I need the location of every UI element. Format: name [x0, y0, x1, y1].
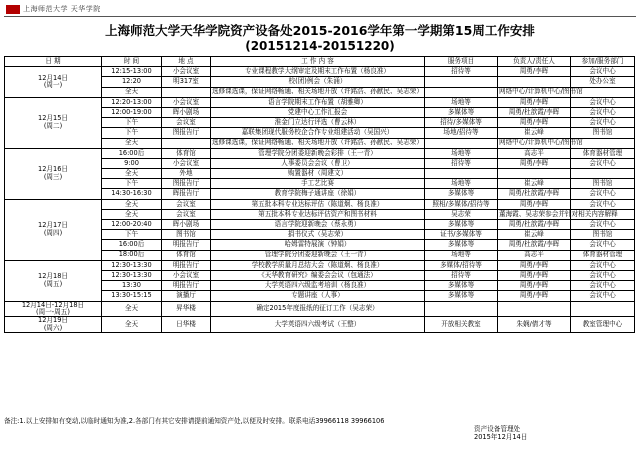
time-cell: 下午: [102, 230, 162, 240]
table-row: [5, 67, 635, 77]
location-cell: 体育馆: [162, 250, 211, 260]
service-cell: 招待等: [425, 270, 498, 280]
owner-cell: 朱娴/倩才等: [498, 317, 571, 333]
service-cell: [425, 77, 498, 87]
page-title: 上海师范大学天华学院资产设备处2015-2016学年第一学期第15周工作安排: [105, 23, 535, 38]
footer-org: 资产设备管理处: [474, 425, 521, 433]
page-subtitle: (20151214-20151220): [245, 39, 395, 53]
service-cell: 场地/招待等: [425, 128, 498, 138]
service-cell: 多媒体等: [425, 189, 498, 199]
time-cell: 12:15-13:00: [102, 67, 162, 77]
date-cell: [5, 260, 102, 301]
weekday-label: (周二): [43, 121, 63, 130]
owner-cell: 周勇/李晖: [498, 67, 571, 77]
time-cell: 12:20: [102, 77, 162, 87]
location-cell: 小会议室: [162, 270, 211, 280]
location-cell: 外地: [162, 169, 211, 179]
location-cell: 日华楼: [162, 317, 211, 333]
service-cell: 场地等: [425, 179, 498, 189]
location-cell: 图报告厅: [162, 179, 211, 189]
location-cell: 演播厅: [162, 291, 211, 301]
department-cell: [571, 169, 635, 179]
date-cell: [5, 148, 102, 199]
location-cell: [162, 87, 211, 97]
time-cell: 全天: [102, 199, 162, 209]
location-cell: [162, 138, 211, 148]
owner-cell: [498, 77, 571, 87]
header-location: 地 点: [162, 57, 211, 67]
owner-cell: 周勇/杜歆霞/李晖: [498, 240, 571, 250]
time-cell: 12:30-13:30: [102, 260, 162, 270]
time-cell: 9:00: [102, 158, 162, 168]
date-label: 12月17日: [38, 221, 68, 230]
content-cell: 选修课选课，保证网络畅通、相关场地开放（许銘浩、孙献民、吴志荣）: [212, 138, 423, 147]
owner-cell: 周勇/李晖: [498, 281, 571, 291]
service-cell: 招待/多媒体等: [425, 118, 498, 128]
time-cell: 下午: [102, 128, 162, 138]
content-cell: 语言学院期末工作布置（胡雅卿）: [211, 97, 425, 107]
service-cell: [425, 301, 498, 317]
date-label: 12月19日: [38, 316, 68, 325]
owner-cell: 崔云峰: [498, 128, 571, 138]
location-cell: 会议室: [162, 118, 211, 128]
department-cell: 图书馆: [571, 128, 635, 138]
service-cell: 多媒体等: [425, 291, 498, 301]
owner-cell: 崔云峰: [498, 179, 571, 189]
service-cell: 多媒体等: [425, 107, 498, 117]
location-cell: 小会议室: [162, 97, 211, 107]
header-service: 服务项目: [425, 57, 498, 67]
owner-cell: 崔云峰: [498, 230, 571, 240]
content-cell: 第五批本科专业达标评估（陈道炯、杨良准）: [211, 199, 425, 209]
content-cell: 大学英语四六级监考培训（杨良准）: [211, 281, 425, 291]
time-cell: 12:00-20:40: [102, 220, 162, 230]
weekday-label: (周四): [43, 228, 63, 237]
service-cell: 招待等: [425, 158, 498, 168]
owner-cell: 董海霞、吴志荣参会并针对相关内容解释: [499, 209, 618, 218]
weekday-label: (周六): [43, 323, 63, 332]
logo-text: 上海师范大学 天华学院: [23, 5, 101, 13]
date-cell: [5, 67, 102, 98]
time-cell: 12:20-13:00: [102, 97, 162, 107]
owner-cell: 周勇/李晖: [498, 97, 571, 107]
department-cell: 图书馆: [571, 179, 635, 189]
content-cell: 教育学院梅子通讲座（徐娟）: [211, 189, 425, 199]
schedule-body: [5, 67, 635, 333]
time-cell: 16:00后: [102, 240, 162, 250]
date-cell: [5, 301, 102, 317]
table-row: [5, 317, 635, 333]
department-cell: 图书馆: [571, 230, 635, 240]
service-cell: 场地等: [425, 97, 498, 107]
schedule-table: [4, 56, 635, 333]
date-label: 12月15日: [38, 114, 68, 123]
table-row: [5, 260, 635, 270]
location-cell: 会议室: [162, 199, 211, 209]
content-cell: 人事委员会会议（曹卫）: [211, 158, 425, 168]
content-cell: 选修课选课，保证网络畅通、相关场地开放（许銘浩、孙献民、吴志荣）: [212, 87, 423, 96]
owner-cell: 周勇/李晖: [498, 270, 571, 280]
footer-note: 备注:1.以上安排如有变动,以临时通知为准,2.各部门有其它安排请提前通知资产处,以便及时安排。联系电话39966118 39966106: [4, 417, 385, 425]
department-cell: 会议中心: [571, 118, 635, 128]
location-cell: 晖报告厅: [162, 189, 211, 199]
owner-cell: 网络中心/计算机中心/图书馆: [499, 87, 583, 96]
time-cell: 12:00-19:00: [102, 107, 162, 117]
table-header-row: [5, 57, 635, 67]
department-cell: 会议中心: [571, 281, 635, 291]
service-cell: [425, 138, 498, 148]
content-cell: 大学英语四六级考试（王整）: [211, 317, 425, 333]
content-cell: 捐书仪式（吴志荣）: [211, 230, 425, 240]
weekday-label: (周三): [43, 172, 63, 181]
service-cell: 多媒体等: [425, 220, 498, 230]
date-cell: [5, 97, 102, 148]
owner-cell: 周勇/杜歆霞/李晖: [498, 189, 571, 199]
time-cell: 全天: [102, 317, 162, 333]
department-cell: 教室管理中心: [571, 317, 635, 333]
time-cell: 13:30: [102, 281, 162, 291]
service-cell: [425, 169, 498, 179]
date-cell: [5, 317, 102, 333]
department-cell: 会议中心: [571, 260, 635, 270]
time-cell: 18:00后: [102, 250, 162, 260]
location-cell: 明报告厅: [162, 281, 211, 291]
content-cell: 专题讲座（人事）: [211, 291, 425, 301]
logo: [6, 3, 101, 15]
time-cell: 下午: [102, 179, 162, 189]
location-cell: 晖小剧场: [162, 107, 211, 117]
table-row: [5, 97, 635, 107]
service-cell: 多媒体等: [425, 281, 498, 291]
content-cell: 嘉联集团现代服务校企合作专业组建活动（吴国兴）: [211, 128, 425, 138]
owner-cell: 周勇/李晖: [498, 291, 571, 301]
owner-cell: 高志平: [498, 250, 571, 260]
header-content: 工 作 内 容: [211, 57, 425, 67]
service-cell: 场地等: [425, 148, 498, 158]
location-cell: 小会议室: [162, 158, 211, 168]
time-cell: 全天: [102, 301, 162, 317]
location-cell: 明报告厅: [162, 240, 211, 250]
content-cell: 哈姆雷特展演（钟娟）: [211, 240, 425, 250]
time-cell: 全天: [102, 138, 162, 148]
owner-cell: [498, 169, 571, 179]
department-cell: 会议中心: [571, 240, 635, 250]
owner-cell: 周勇/李晖: [498, 118, 571, 128]
header-department: 参加/服务部门: [571, 57, 635, 67]
footer-date: 2015年12月14日: [474, 433, 528, 441]
owner-cell: 周勇/杜歆霞/李晖: [498, 107, 571, 117]
table-row: [5, 148, 635, 158]
content-cell: 校(团)例会（朱涌）: [211, 77, 425, 87]
time-cell: 12:30-13:30: [102, 270, 162, 280]
location-cell: 图报告厅: [162, 128, 211, 138]
content-cell: 语言学院迎新晚会（蔡永勇）: [211, 220, 425, 230]
time-cell: 下午: [102, 118, 162, 128]
service-cell: 吴志荣: [425, 209, 498, 219]
department-cell: 会议中心: [571, 189, 635, 199]
content-cell: 专业课程教学大纲审定及期末工作布置（杨良准）: [211, 67, 425, 77]
location-cell: 图书馆: [162, 230, 211, 240]
footer-signature: [474, 425, 527, 441]
location-cell: 昇华楼: [162, 301, 211, 317]
service-cell: 多媒体等: [425, 240, 498, 250]
location-cell: 体育馆: [162, 148, 211, 158]
owner-cell: 高志平: [498, 148, 571, 158]
content-cell: 管理学院分团委迎新晚会（王一青）: [211, 250, 425, 260]
time-cell: 全天: [102, 169, 162, 179]
header-time: 时 间: [102, 57, 162, 67]
time-cell: 14:30-16:30: [102, 189, 162, 199]
owner-cell: 周勇/李晖: [498, 199, 571, 209]
header-divider: [4, 16, 636, 17]
service-cell: 开放相关教室: [425, 317, 498, 333]
content-cell: 淮金门立达行评选（曹云林）: [211, 118, 425, 128]
location-cell: 明317室: [162, 77, 211, 87]
department-cell: 体育器材管理: [571, 148, 635, 158]
department-cell: 会议中心: [571, 270, 635, 280]
department-cell: 会议中心: [571, 291, 635, 301]
service-cell: 招待等: [425, 67, 498, 77]
time-cell: 16:00后: [102, 148, 162, 158]
table-row: [5, 301, 635, 317]
content-cell: 第五批本科专业达标评估资产和图书材料: [211, 209, 425, 219]
department-cell: [571, 301, 635, 317]
content-cell: 党建中心工作汇报会: [211, 107, 425, 117]
date-label: 12月18日: [38, 272, 68, 281]
content-cell: 学校教学质量月总结大会（陈道炯、杨良准）: [211, 260, 425, 270]
date-cell: [5, 199, 102, 260]
date-label: 12月16日: [38, 165, 68, 174]
service-cell: [425, 87, 498, 97]
header-owner: 负责人/责任人: [498, 57, 571, 67]
department-cell: 会议中心: [571, 199, 635, 209]
department-cell: 会议中心: [571, 67, 635, 77]
weekday-label: (周五): [43, 279, 63, 288]
content-cell: 《天华教育研究》编委会会议（包通法）: [211, 270, 425, 280]
time-cell: 全天: [102, 87, 162, 97]
owner-cell: 网络中心/计算机中心/图书馆: [499, 138, 583, 147]
department-cell: 会议中心: [571, 220, 635, 230]
department-cell: 处办公室: [571, 77, 635, 87]
service-cell: 场地等: [425, 250, 498, 260]
logo-mark-icon: [6, 5, 20, 14]
table-row: [5, 199, 635, 209]
owner-cell: 周勇/李晖: [498, 158, 571, 168]
content-cell: 手工艺比赛: [211, 179, 425, 189]
service-cell: 证书/多媒体等: [425, 230, 498, 240]
time-cell: 13:30-15:15: [102, 291, 162, 301]
header-date: 日 期: [5, 57, 102, 67]
weekday-label: (周一): [43, 80, 63, 89]
weekday-label: (周一-周五): [36, 307, 70, 316]
department-cell: 会议中心: [571, 107, 635, 117]
department-cell: 体育器材管理: [571, 250, 635, 260]
department-cell: 会议中心: [571, 97, 635, 107]
location-cell: 晖小剧场: [162, 220, 211, 230]
location-cell: 会议室: [162, 209, 211, 219]
owner-cell: 周勇/杜歆霞/李晖: [498, 220, 571, 230]
location-cell: 明报告厅: [162, 260, 211, 270]
location-cell: 小会议室: [162, 67, 211, 77]
date-label: 12月14日-12月18日: [21, 300, 85, 309]
content-cell: 确定2015年度报纸的征订工作（吴志荣）: [211, 301, 425, 317]
service-cell: 多媒体/招待等: [425, 260, 498, 270]
time-cell: 全天: [102, 209, 162, 219]
content-cell: 购置器材（周建文）: [211, 169, 425, 179]
owner-cell: 周勇/李晖: [498, 260, 571, 270]
footer: [4, 417, 636, 441]
content-cell: 管理学院分团委迎新晚会彩排（王一青）: [211, 148, 425, 158]
date-label: 12月14日: [38, 73, 68, 82]
department-cell: 会议中心: [571, 158, 635, 168]
service-cell: 照相/多媒体/招待等: [425, 199, 498, 209]
owner-cell: [498, 301, 571, 317]
